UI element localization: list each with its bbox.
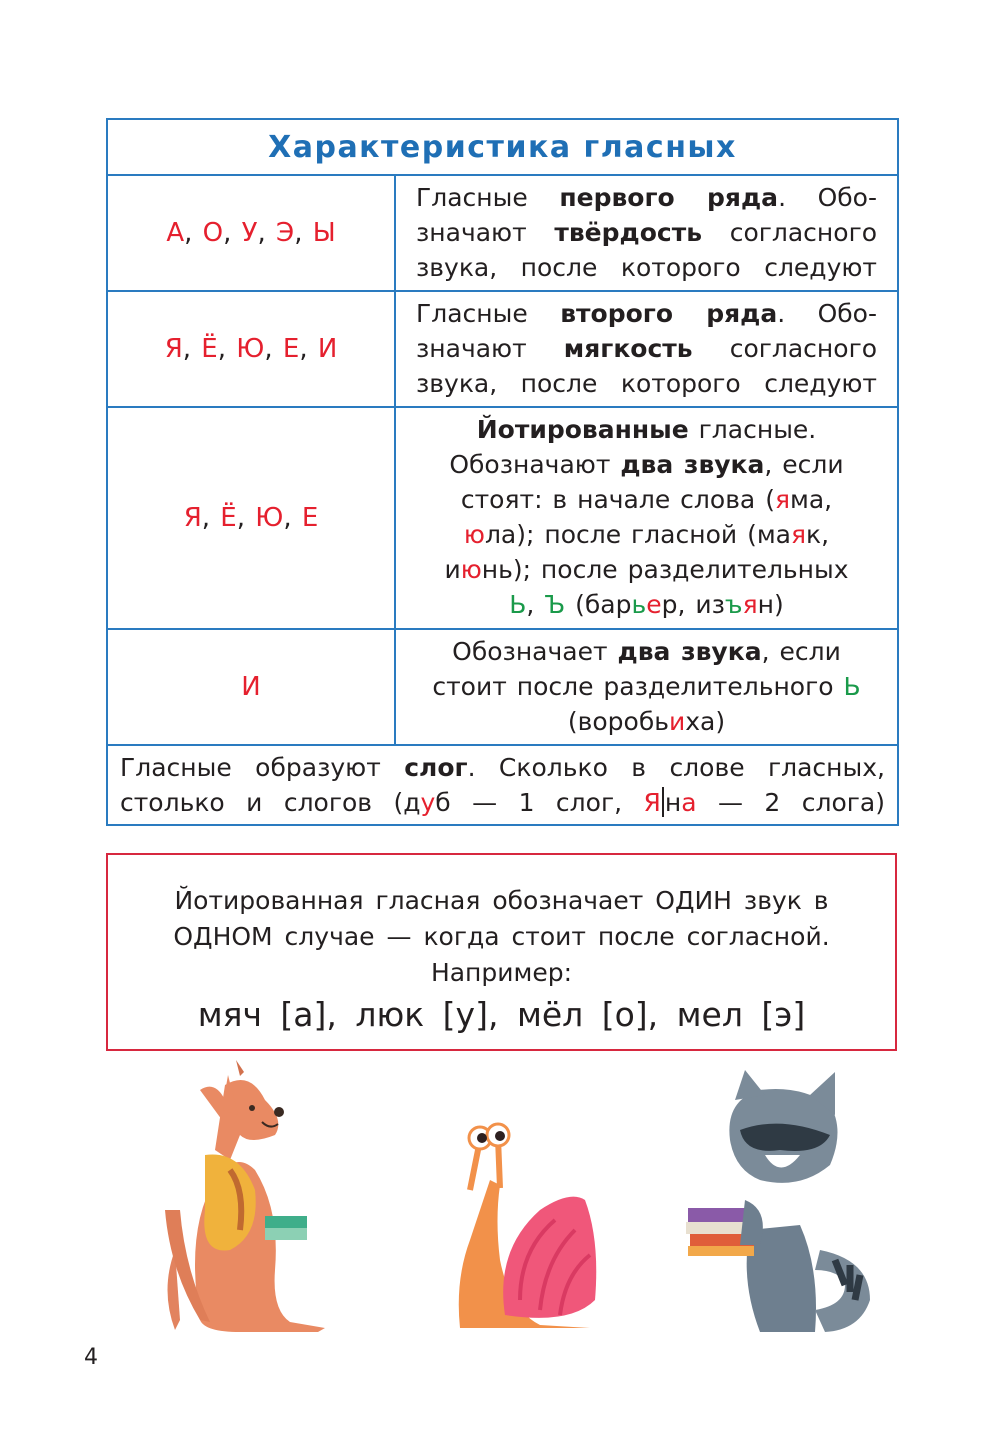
text-line: юла); после гласной (маяк, bbox=[463, 520, 830, 549]
text-line: Гласные первого ряда. Обо- bbox=[416, 182, 878, 212]
vowel-characteristics-table bbox=[106, 118, 899, 826]
kangaroo-illustration bbox=[165, 1060, 325, 1332]
sign-highlight: Ъ bbox=[544, 590, 566, 619]
vowel-letter: Ю bbox=[255, 503, 284, 533]
letters-cell: Я, Ё, Ю, Е bbox=[107, 407, 395, 629]
letters-cell: А, О, У, Э, Ы bbox=[107, 175, 395, 291]
vowel-letter: И bbox=[241, 672, 261, 702]
text-line: стоит после разделительного Ь bbox=[432, 671, 861, 701]
text-line: Йотированные гласные. bbox=[476, 415, 817, 444]
text-line: столько и слогов (дуб — 1 слог, Я на — 2 слога) bbox=[120, 788, 885, 817]
letters-cell: Я, Ё, Ю, Е, И bbox=[107, 291, 395, 407]
description-cell bbox=[395, 291, 898, 407]
vowel-highlight: ю bbox=[463, 520, 485, 549]
illustrations bbox=[0, 1060, 987, 1340]
vowel-highlight: я bbox=[742, 590, 758, 619]
note-box bbox=[106, 853, 897, 1051]
vowel-letter: Я bbox=[183, 503, 202, 533]
text-line: значают мягкость согласного bbox=[416, 333, 877, 363]
vowel-letter: Ю bbox=[236, 334, 265, 364]
text-line: стоят: в начале слова (яма, bbox=[460, 485, 833, 514]
text-line: звука, после которого следуют bbox=[416, 252, 877, 282]
vowel-highlight: я bbox=[791, 520, 807, 549]
vowel-letter: Е bbox=[301, 503, 319, 533]
syllable-divider bbox=[662, 787, 664, 817]
sign-highlight: ь bbox=[631, 590, 647, 619]
summary-cell bbox=[107, 745, 898, 825]
text-line: Гласные образуют слог. Сколько в слове гласных, bbox=[120, 753, 885, 782]
bold-term: мягкость bbox=[563, 333, 693, 363]
vowel-letter: Ё bbox=[220, 503, 237, 533]
vowel-letter: И bbox=[317, 334, 338, 364]
bold-term: первого ряда bbox=[559, 182, 779, 212]
text-line: Гласные второго ряда. Обо- bbox=[416, 298, 877, 328]
bold-term: два звука bbox=[617, 636, 762, 666]
bold-term: второго ряда bbox=[560, 298, 778, 328]
vowel-letter: Ы bbox=[312, 218, 336, 248]
vowel-highlight: ю bbox=[460, 555, 482, 584]
bold-term: два звука bbox=[620, 450, 765, 479]
description-cell bbox=[395, 175, 898, 291]
text-line: звука, после которого следуют bbox=[416, 368, 877, 398]
note-examples: мяч [а], люк [у], мёл [о], мел [э] bbox=[197, 995, 806, 1034]
sign-highlight: ъ bbox=[724, 590, 743, 619]
bold-term: Йотированные bbox=[476, 415, 689, 444]
text-line: Обозначают два звука, если bbox=[449, 450, 844, 479]
description-cell bbox=[395, 407, 898, 629]
description-cell bbox=[395, 629, 898, 745]
vowel-highlight: а bbox=[681, 788, 697, 817]
bold-term: слог bbox=[404, 753, 468, 782]
vowel-letter: Е bbox=[282, 334, 300, 364]
sign-highlight: Ь bbox=[843, 671, 861, 701]
vowel-highlight: и bbox=[668, 706, 686, 736]
vowel-highlight: е bbox=[646, 590, 662, 619]
vowel-letter: Я bbox=[164, 334, 183, 364]
text-line: (воробьиха) bbox=[567, 706, 726, 736]
sign-highlight: Ь bbox=[509, 590, 527, 619]
vowel-letter: О bbox=[202, 218, 224, 248]
raccoon-illustration bbox=[686, 1070, 870, 1332]
table-title: Характеристика гласных bbox=[107, 119, 898, 175]
vowel-letter: Ё bbox=[201, 334, 218, 364]
text-line: Ь, Ъ (барьер, изъян) bbox=[509, 590, 784, 619]
snail-illustration bbox=[459, 1124, 597, 1328]
vowel-highlight: у bbox=[420, 788, 436, 817]
letters-cell bbox=[107, 629, 395, 745]
page-number: 4 bbox=[84, 1345, 98, 1370]
note-text: Йотированная гласная обозначает ОДИН звук в ОДНОМ случае — когда стоит после согласной. Например: bbox=[173, 886, 830, 987]
vowel-letter: А bbox=[166, 218, 185, 248]
vowel-letter: У bbox=[241, 218, 258, 248]
vowel-highlight: Я bbox=[643, 788, 661, 817]
bold-term: твёрдость bbox=[554, 217, 703, 247]
text-line: июнь); после разделительных bbox=[444, 555, 849, 584]
vowel-highlight: я bbox=[774, 485, 790, 514]
vowel-letter: Э bbox=[276, 218, 295, 248]
text-line: значают твёрдость согласного bbox=[416, 217, 877, 247]
text-line: Обозначает два звука, если bbox=[452, 636, 841, 666]
